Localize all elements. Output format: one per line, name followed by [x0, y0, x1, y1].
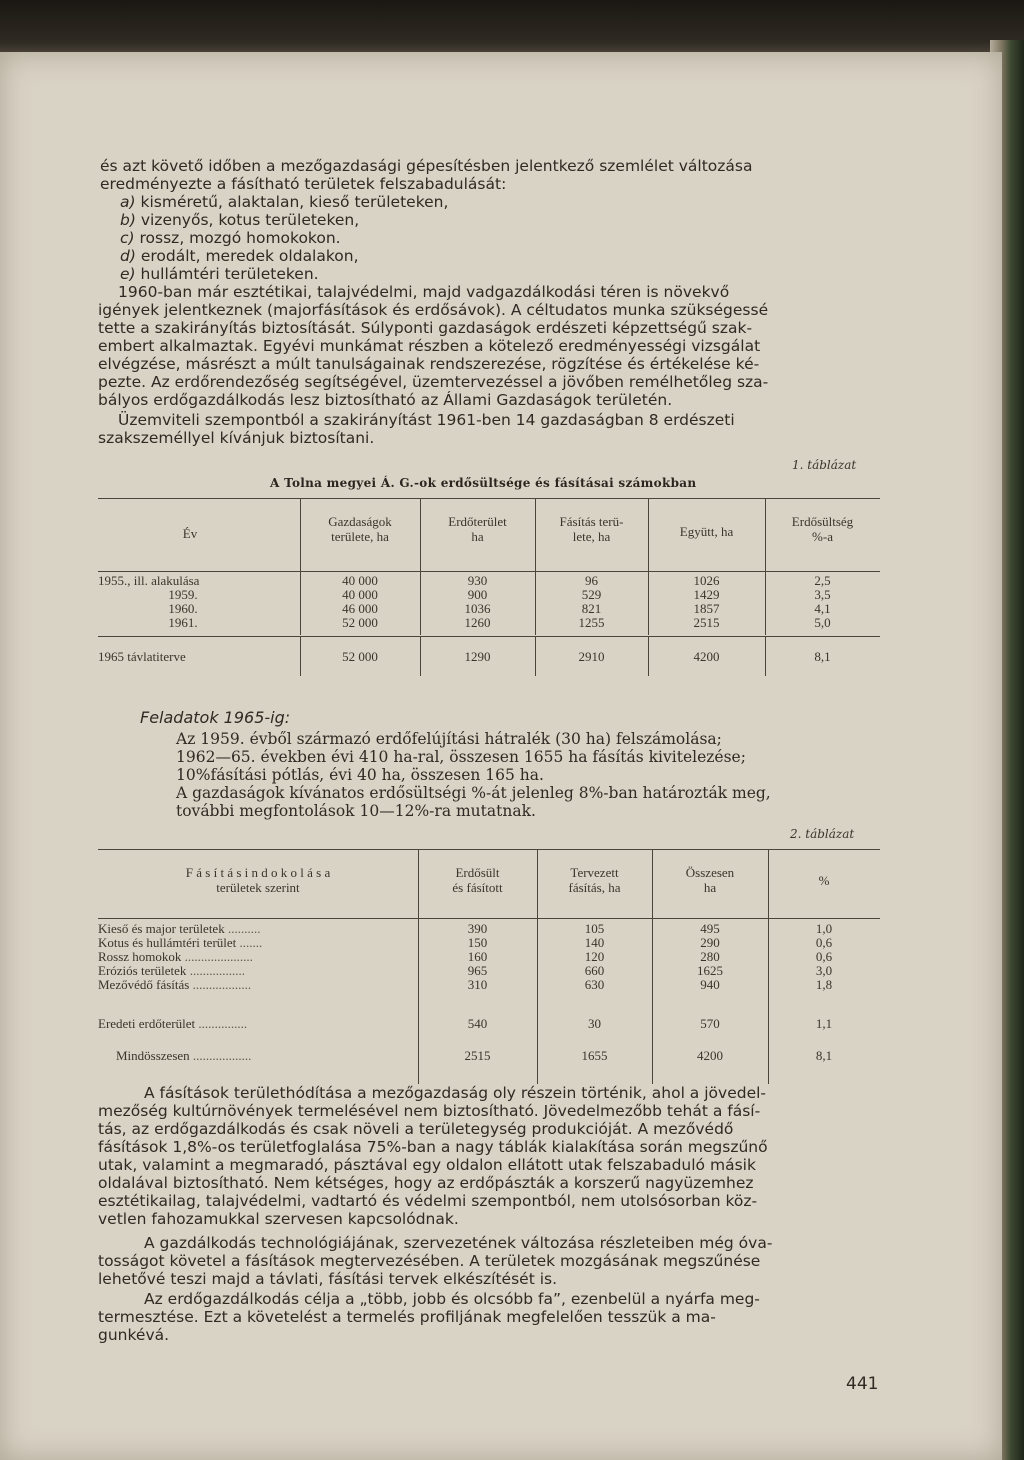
table1-plan-cell: 4200	[693, 649, 720, 664]
list-item: c) rossz, mozgó homokokon.	[120, 229, 341, 247]
task-line: 10%fásítási pótlás, évi 40 ha, összesen 165 ha.	[176, 766, 544, 784]
intro-line-1: és azt követő időben a mezőgazdasági gépesítésben jelentkező szemlélet változása	[100, 157, 753, 175]
table1-header: Fásítás terü- lete, ha	[559, 514, 624, 544]
para5-line: termesztése. Ezt a követelést a termelés profiljának megfelelően tesszük a ma-	[98, 1308, 716, 1326]
table1-plan-cell: 2910	[578, 649, 605, 664]
intro-line-2: eredményezte a fásítható területek felszabadulását:	[100, 175, 507, 193]
table1-cell: 2515	[693, 615, 720, 630]
table1-cell: 1255	[578, 615, 605, 630]
table1-cell: 52 000	[342, 615, 378, 630]
task-line: A gazdaságok kívánatos erdősültségi %-át jelenleg 8%-ban határozták meg,	[176, 784, 771, 802]
table1-cell: 900	[467, 587, 488, 602]
table2-cell: 140	[584, 935, 605, 950]
table1-cell: 821	[581, 601, 602, 616]
table1-cell: 1260	[464, 615, 491, 630]
para1-line: pezte. Az erdőrendezőség segítségével, üzemtervezéssel a jövőben remélhetőleg sza-	[98, 373, 769, 391]
table2-total-label: Mindösszesen ..................	[116, 1048, 252, 1063]
table2-cell: 1625	[697, 963, 723, 978]
para2-line: Üzemviteli szempontból a szakirányítást 1961-ben 14 gazdaságban 8 erdészeti	[118, 411, 735, 429]
table1-row-label: 1961.	[168, 615, 198, 630]
table1-cell: 930	[467, 573, 488, 588]
table2-cell: 2515	[464, 1048, 491, 1063]
para1-line: elvégzése, másrészt a múlt tanulságainak rendszerezése, rögzítése és értékelése ké-	[98, 355, 760, 373]
table2-cell: 150	[467, 935, 488, 950]
page-content	[0, 52, 1002, 1460]
table2-header: F á s í t á s i n d o k o l á s a területek szerint	[185, 865, 331, 895]
table2-cell: 3,0	[815, 963, 833, 978]
table1-cell: 1036	[464, 601, 491, 616]
para3-line: mezőség kultúrnövények termelésével nem biztosítható. Jövedelmezőbb tehát a fásí-	[98, 1102, 761, 1120]
table2-cell: 120	[584, 949, 605, 964]
list-item: d) erodált, meredek oldalakon,	[120, 247, 359, 265]
task-line: 1962—65. években évi 410 ha-ral, összesen 1655 ha fásítás kivitelezése;	[176, 748, 746, 766]
para4-line: lehetővé teszi majd a távlati, fásítási tervek elkészítését is.	[98, 1270, 558, 1288]
table1-row-label: 1960.	[168, 601, 198, 616]
table2-cell: 160	[467, 949, 488, 964]
table2-cell: 390	[467, 921, 488, 936]
table1-row-label: 1959.	[168, 587, 198, 602]
para5-line: Az erdőgazdálkodás célja a „több, jobb és olcsóbb fa”, ezenbelül a nyárfa meg-	[144, 1290, 760, 1308]
table1-cell: 46 000	[342, 601, 378, 616]
table1-cell: 2,5	[814, 573, 831, 588]
table2-header-rule	[98, 918, 880, 919]
table1-header: Erdőterület ha	[448, 514, 507, 544]
table2-row-label: Eróziós területek .................	[98, 963, 245, 978]
table2-cell: 1,1	[815, 1016, 833, 1031]
table1-title: A Tolna megyei Á. G.-ok erdősültsége és fásításai számokban	[270, 476, 697, 490]
table2-cell: 8,1	[815, 1048, 833, 1063]
book-page	[0, 52, 1002, 1460]
task-line: további megfontolások 10—12%-ra mutatnak.	[176, 802, 536, 820]
table1-cell: 529	[581, 587, 602, 602]
para3-line: tás, az erdőgazdálkodás és csak növeli a területegység produkcióját. A mezővédő	[98, 1120, 734, 1138]
para3-line: fásítások 1,8%-os területfoglalása 75%-ban a nagy táblák kialakítása során megszűnő	[98, 1138, 768, 1156]
table1-header: Együtt, ha	[679, 524, 734, 539]
table1-top-rule	[98, 498, 880, 499]
para3-line: utak, valamint a megmaradó, pásztával egy oldalon ellátott utak felszabaduló másik	[98, 1156, 756, 1174]
para1-line: bályos erdőgazdálkodás lesz biztosítható az Állami Gazdaságok területén.	[98, 391, 673, 409]
table1-cell: 4,1	[814, 601, 831, 616]
table2-top-rule	[98, 849, 880, 850]
para1-line: tette a szakirányítás biztosítását. Súlyponti gazdaságok erdészeti képzettségű szak-	[98, 319, 753, 337]
table2-row-label: Rossz homokok .....................	[98, 949, 253, 964]
table2-cell: 965	[467, 963, 488, 978]
table2-row-label: Mezővédő fásítás ..................	[98, 977, 252, 992]
table2-cell: 30	[588, 1016, 601, 1031]
table2-cell: 540	[467, 1016, 488, 1031]
table1-cell: 40 000	[342, 573, 378, 588]
table1-cell: 5,0	[814, 615, 831, 630]
list-item: e) hullámtéri területeken.	[120, 265, 319, 283]
table2-cell: 630	[584, 977, 605, 992]
table2-cell: 4200	[697, 1048, 723, 1063]
table2-cell: 290	[700, 935, 720, 950]
table2-cell: 495	[700, 921, 720, 936]
para5-line: gunkévá.	[98, 1326, 170, 1344]
table1-header-rule	[98, 571, 880, 572]
table1-cell: 3,5	[814, 587, 831, 602]
table2-cell: 280	[700, 949, 720, 964]
table2-cell: 940	[700, 977, 720, 992]
table1-header-year: Év	[182, 526, 198, 541]
table2-caption: 2. táblázat	[790, 827, 855, 841]
table2-row-label: Kotus és hullámtéri terület .......	[98, 935, 263, 950]
page-number: 441	[846, 1374, 879, 1394]
table1-plan-cell: 1290	[464, 649, 491, 664]
table1-row-label: 1955., ill. alakulása	[98, 573, 200, 588]
table2-header: Tervezett fásítás, ha	[568, 865, 621, 895]
para3-line: A fásítások területhódítása a mezőgazdaság oly részein történik, ahol a jövedel-	[144, 1084, 766, 1102]
table1-cell: 1429	[693, 587, 720, 602]
table2-cell: 660	[584, 963, 605, 978]
para1-line: embert alkalmaztak. Egyévi munkámat részben a kötelező eredményességi vizsgálat	[98, 337, 761, 355]
table2-cell: 1655	[581, 1048, 608, 1063]
table1-caption: 1. táblázat	[792, 458, 857, 472]
para3-line: esztétikailag, talajvédelmi, vadtartó és védelmi szempontból, nem utolsósorban köz-	[98, 1192, 758, 1210]
para4-line: tosságot követel a fásítások megtervezésében. A területek mozgásának megszűnése	[98, 1252, 761, 1270]
table2-cell: 0,6	[815, 949, 833, 964]
table2-cell: 105	[584, 921, 605, 936]
table1-cell: 96	[585, 573, 598, 588]
table1-plan-cell: 8,1	[814, 649, 831, 664]
para1-line: 1960-ban már esztétikai, talajvédelmi, majd vadgazdálkodási téren is növekvő	[118, 283, 730, 301]
list-item: a) kisméretű, alaktalan, kieső területeken,	[120, 193, 449, 211]
table2-cell: 570	[700, 1016, 720, 1031]
table1-cell: 40 000	[342, 587, 378, 602]
table2-cell: 1,8	[815, 977, 833, 992]
para3-line: vetlen fahozamukkal szervesen kapcsolódnak.	[98, 1210, 459, 1228]
table1-plan-rule	[98, 636, 880, 637]
table1-header: Erdősültség %-a	[791, 514, 854, 544]
table1-plan-label: 1965 távlatiterve	[98, 649, 186, 664]
para1-line: igények jelentkeznek (majorfásítások és erdősávok). A céltudatos munka szükségessé	[98, 301, 769, 319]
table2-cell: 1,0	[815, 921, 833, 936]
table2-original-label: Eredeti erdőterület ...............	[98, 1016, 248, 1031]
para3-line: oldalával biztosítható. Nem kétséges, hogy az erdőpászták a korszerű nagyüzemhez	[98, 1174, 754, 1192]
para4-line: A gazdálkodás technológiájának, szervezetének változása részleteiben még óva-	[144, 1234, 773, 1252]
tasks-heading: Feladatok 1965-ig:	[140, 708, 291, 727]
table1-header: Gazdaságok területe, ha	[328, 514, 392, 544]
para2-line: szakszeméllyel kívánjuk biztosítani.	[98, 429, 375, 447]
table2-header: %	[818, 873, 830, 888]
table2-row-label: Kieső és major területek ..........	[98, 921, 261, 936]
table1-plan-cell: 52 000	[342, 649, 378, 664]
task-line: Az 1959. évből származó erdőfelújítási hátralék (30 ha) felszámolása;	[176, 730, 722, 748]
table2-cell: 310	[467, 977, 488, 992]
table1-cell: 1857	[693, 601, 720, 616]
table2-header: Erdősült és fásított	[452, 865, 503, 895]
list-item: b) vizenyős, kotus területeken,	[120, 211, 360, 229]
table2-header: Összesen ha	[685, 865, 735, 895]
table1-cell: 1026	[693, 573, 720, 588]
table2-cell: 0,6	[815, 935, 833, 950]
